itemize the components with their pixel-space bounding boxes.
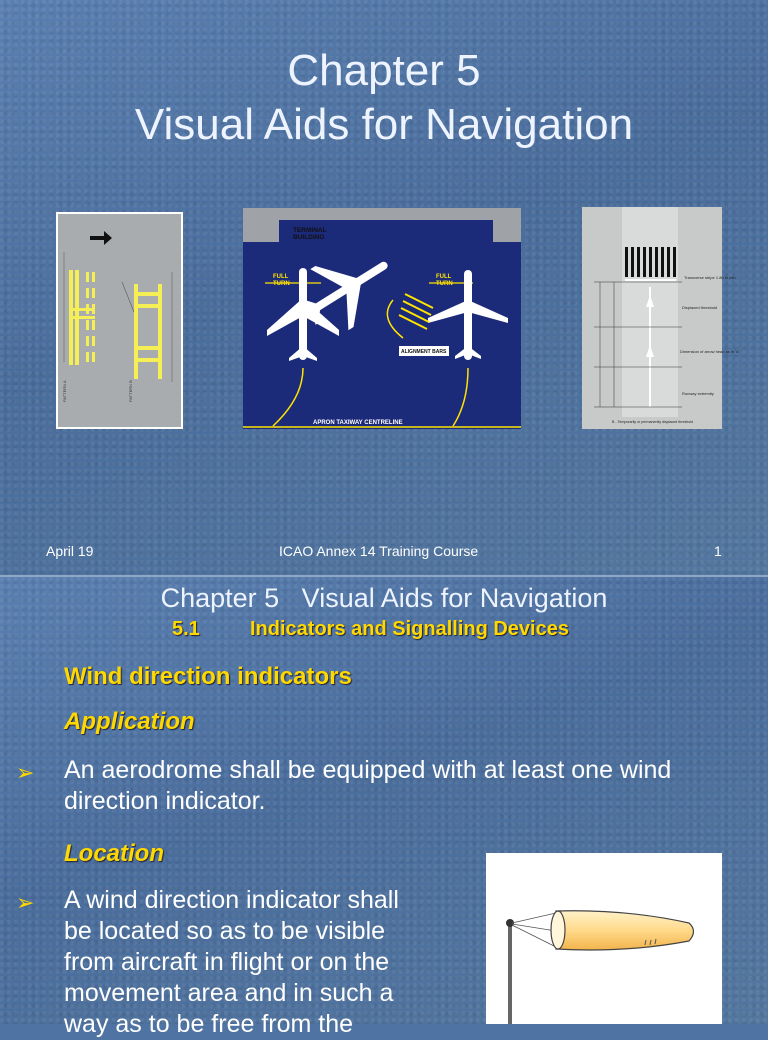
terminal-label-line1: TERMINAL xyxy=(293,227,327,234)
apron-stand-diagram xyxy=(243,208,521,429)
terminal-label-line2: BUILDING xyxy=(293,234,325,241)
runway-extremity-label: Runway extremity xyxy=(682,391,714,396)
holding-position-diagram xyxy=(56,212,183,429)
bullet-2-line-3: from aircraft in flight or on the xyxy=(64,948,390,976)
location-heading: Location xyxy=(64,840,164,867)
full-turn-right-line2: TURN xyxy=(436,281,453,287)
section-title: Indicators and Signalling Devices xyxy=(250,618,569,640)
pattern-a-label: PATTERN A xyxy=(62,380,67,402)
arrow-dimension-label: Dimension of arrow head as in 'A' xyxy=(680,349,740,354)
displaced-threshold-diagram xyxy=(582,207,740,429)
alignment-bars-label: ALIGNMENT BARS xyxy=(401,349,447,355)
displaced-threshold-label: Displaced threshold xyxy=(682,305,718,310)
bullet-1-line-2: direction indicator. xyxy=(64,787,266,815)
slide-title-line2: Visual Aids for Navigation xyxy=(134,100,634,149)
footer-page-number: 1 xyxy=(714,543,722,559)
slide2-title: Chapter 5 Visual Aids for Navigation xyxy=(160,583,608,613)
bullet-2-line-4: movement area and in such a xyxy=(64,979,394,1007)
threshold-caption: B - Temporarily or permanently displaced threshold xyxy=(612,420,694,424)
slide2-subtitle xyxy=(172,618,569,641)
bullet-2-line-1: A wind direction indicator shall xyxy=(64,886,399,914)
pattern-b-label: PATTERN B xyxy=(128,380,133,402)
full-turn-left-line1: FULL xyxy=(273,274,289,280)
wind-indicators-heading: Wind direction indicators xyxy=(64,663,352,690)
transverse-stripe-label: Transverse stripe 1.80 m min xyxy=(684,275,736,280)
apron-centreline-label: APRON TAXIWAY CENTRELINE xyxy=(313,420,403,426)
application-heading: Application xyxy=(64,708,195,735)
footer-course: ICAO Annex 14 Training Course xyxy=(279,543,479,559)
bullet-1-line-1: An aerodrome shall be equipped with at least one wind xyxy=(64,756,672,784)
full-turn-left-line2: TURN xyxy=(273,281,290,287)
bullet-2-line-5: way as to be free from the xyxy=(64,1010,354,1038)
full-turn-right-line1: FULL xyxy=(436,274,452,280)
bullet-2-line-2: be located so as to be visible xyxy=(64,917,386,945)
bullet-arrow-icon: ➢ xyxy=(16,760,35,785)
bullet-arrow-icon: ➢ xyxy=(16,890,35,915)
footer-date: April 19 xyxy=(46,543,94,559)
section-number: 5.1 xyxy=(172,618,200,640)
windsock-image xyxy=(486,853,722,1024)
slide-title-line1: Chapter 5 xyxy=(287,46,481,95)
